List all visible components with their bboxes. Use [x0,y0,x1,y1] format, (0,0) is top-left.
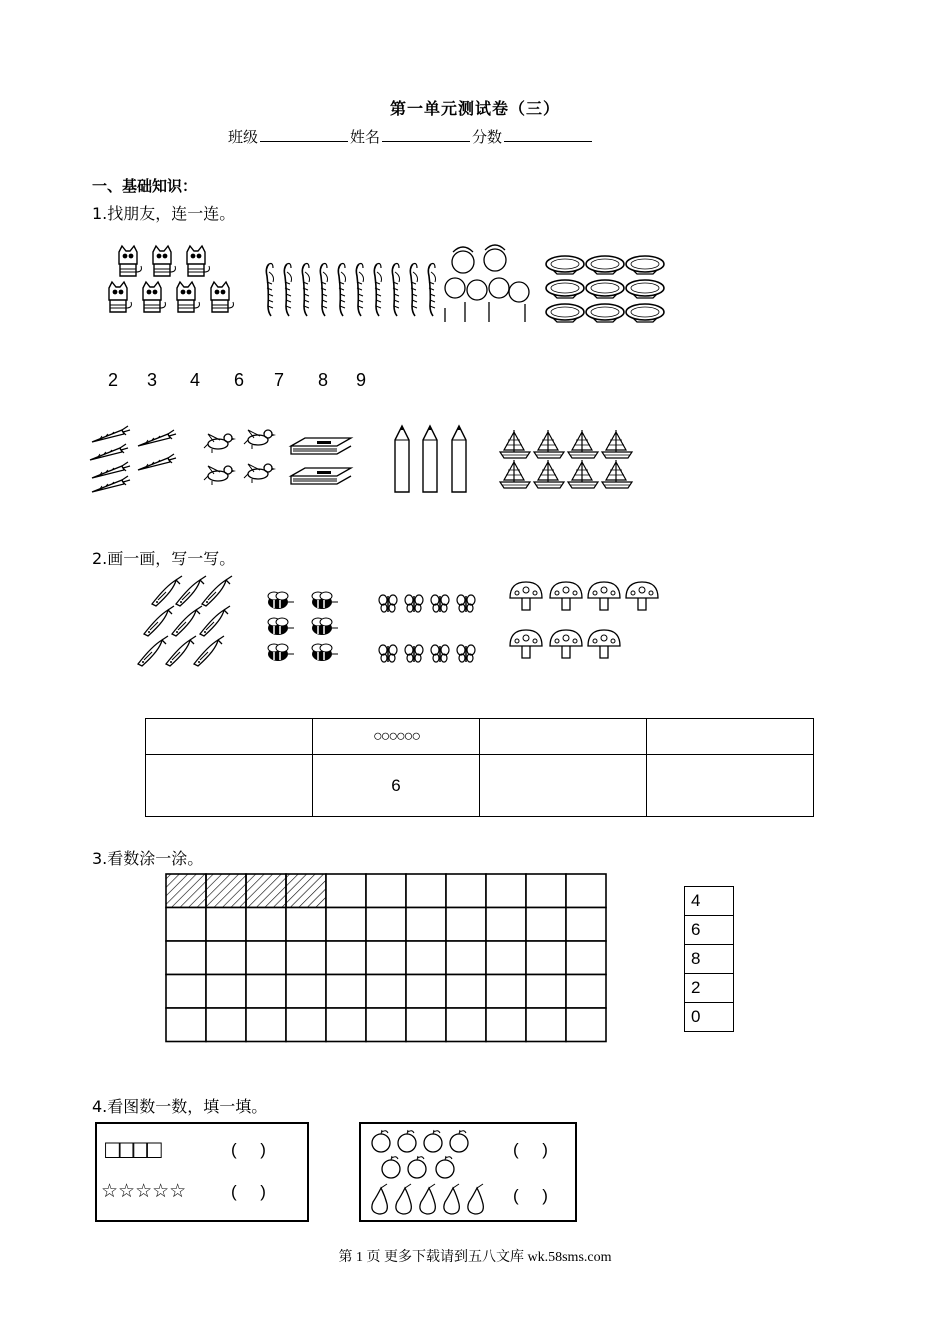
fruit-pictures [365,1126,495,1216]
q2-circles-cell: ○○○○○○ [313,719,480,755]
grid-cell[interactable] [526,874,566,908]
q2-table [145,718,814,817]
q1-top-pictures [105,238,675,328]
q2-cell[interactable] [647,755,814,817]
q2-cell[interactable] [146,719,313,755]
q3-number: 6 [685,916,734,945]
grid-cell[interactable] [166,908,206,942]
answer-paren[interactable]: ( ) [231,1140,266,1159]
grid-cell[interactable] [326,874,366,908]
q2-prompt: 2.画一画，写一写。 [92,549,236,568]
grid-cell[interactable] [446,1008,486,1042]
q3-number: 8 [685,945,734,974]
score-label: 分数 [472,128,503,146]
grid-cell[interactable] [286,908,326,942]
q3-number: 0 [685,1003,734,1032]
student-info-line [228,126,594,147]
class-label: 班级 [228,128,259,146]
grid-cell[interactable] [486,908,526,942]
grid-cell[interactable] [166,874,206,908]
grid-cell[interactable] [406,975,446,1009]
star-shapes: ☆☆☆☆☆ [101,1181,187,1202]
grid-cell[interactable] [406,874,446,908]
q3-prompt: 3.看数涂一涂。 [92,849,204,868]
q2-pictures [136,572,676,672]
grid-cell[interactable] [326,908,366,942]
grid-cell[interactable] [206,941,246,975]
grid-cell[interactable] [366,975,406,1009]
q3-coloring-grid[interactable] [164,872,610,1044]
q1-number[interactable]: 2 [108,370,119,390]
grid-cell[interactable] [566,1008,606,1042]
grid-cell[interactable] [366,874,406,908]
grid-cell[interactable] [246,941,286,975]
grid-cell[interactable] [246,874,286,908]
q4-box-fruits [359,1122,577,1222]
grid-cell[interactable] [206,908,246,942]
grid-cell[interactable] [486,1008,526,1042]
grid-cell[interactable] [366,908,406,942]
grid-cell[interactable] [486,975,526,1009]
grid-cell[interactable] [246,1008,286,1042]
grid-cell[interactable] [366,1008,406,1042]
grid-cell[interactable] [246,908,286,942]
grid-cell[interactable] [446,908,486,942]
grid-cell[interactable] [326,941,366,975]
grid-cell[interactable] [406,941,446,975]
grid-cell[interactable] [406,908,446,942]
q1-number[interactable]: 8 [318,370,329,390]
q2-number-cell: 6 [313,755,480,817]
grid-cell[interactable] [566,941,606,975]
grid-cell[interactable] [286,1008,326,1042]
page-title: 第一单元测试卷（三） [389,99,560,118]
name-label: 姓名 [350,128,381,146]
page-footer: 第 1 页 更多下载请到五八文库 wk.58sms.com [338,1250,612,1265]
grid-cell[interactable] [486,941,526,975]
grid-cell[interactable] [166,941,206,975]
grid-cell[interactable] [326,1008,366,1042]
grid-cell[interactable] [486,874,526,908]
grid-cell[interactable] [446,941,486,975]
q1-number[interactable]: 4 [190,370,201,390]
q2-cell[interactable] [480,755,647,817]
square-shapes: □□□□ [105,1134,160,1164]
q3-number: 2 [685,974,734,1003]
grid-cell[interactable] [246,975,286,1009]
answer-paren[interactable]: ( ) [513,1140,548,1159]
grid-cell[interactable] [526,975,566,1009]
grid-cell[interactable] [446,975,486,1009]
grid-cell[interactable] [206,874,246,908]
score-blank[interactable] [504,127,592,142]
grid-cell[interactable] [166,1008,206,1042]
grid-cell[interactable] [526,908,566,942]
section-heading: 一、基础知识： [92,177,198,195]
grid-cell[interactable] [366,941,406,975]
q1-number[interactable]: 9 [356,370,367,390]
grid-cell[interactable] [206,1008,246,1042]
q1-number[interactable]: 3 [147,370,158,390]
grid-cell[interactable] [206,975,246,1009]
q1-prompt: 1.找朋友，连一连。 [92,204,236,223]
grid-cell[interactable] [286,941,326,975]
grid-cell[interactable] [406,1008,446,1042]
q3-number: 4 [685,887,734,916]
q4-box-shapes [95,1122,309,1222]
q4-prompt: 4.看图数一数，填一填。 [92,1097,268,1116]
grid-cell[interactable] [566,975,606,1009]
q3-number-column [684,886,734,1032]
answer-paren[interactable]: ( ) [231,1182,266,1201]
grid-cell[interactable] [526,1008,566,1042]
q1-number[interactable]: 7 [274,370,285,390]
q2-cell[interactable] [480,719,647,755]
grid-cell[interactable] [526,941,566,975]
q1-number[interactable]: 6 [234,370,245,390]
name-blank[interactable] [382,127,470,142]
grid-cell[interactable] [566,874,606,908]
q2-cell[interactable] [647,719,814,755]
grid-cell[interactable] [286,874,326,908]
grid-cell[interactable] [566,908,606,942]
class-blank[interactable] [260,127,348,142]
q1-bottom-pictures [88,424,648,496]
grid-cell[interactable] [326,975,366,1009]
grid-cell[interactable] [286,975,326,1009]
grid-cell[interactable] [166,975,206,1009]
grid-cell[interactable] [446,874,486,908]
answer-paren[interactable]: ( ) [513,1186,548,1205]
q2-cell[interactable] [146,755,313,817]
